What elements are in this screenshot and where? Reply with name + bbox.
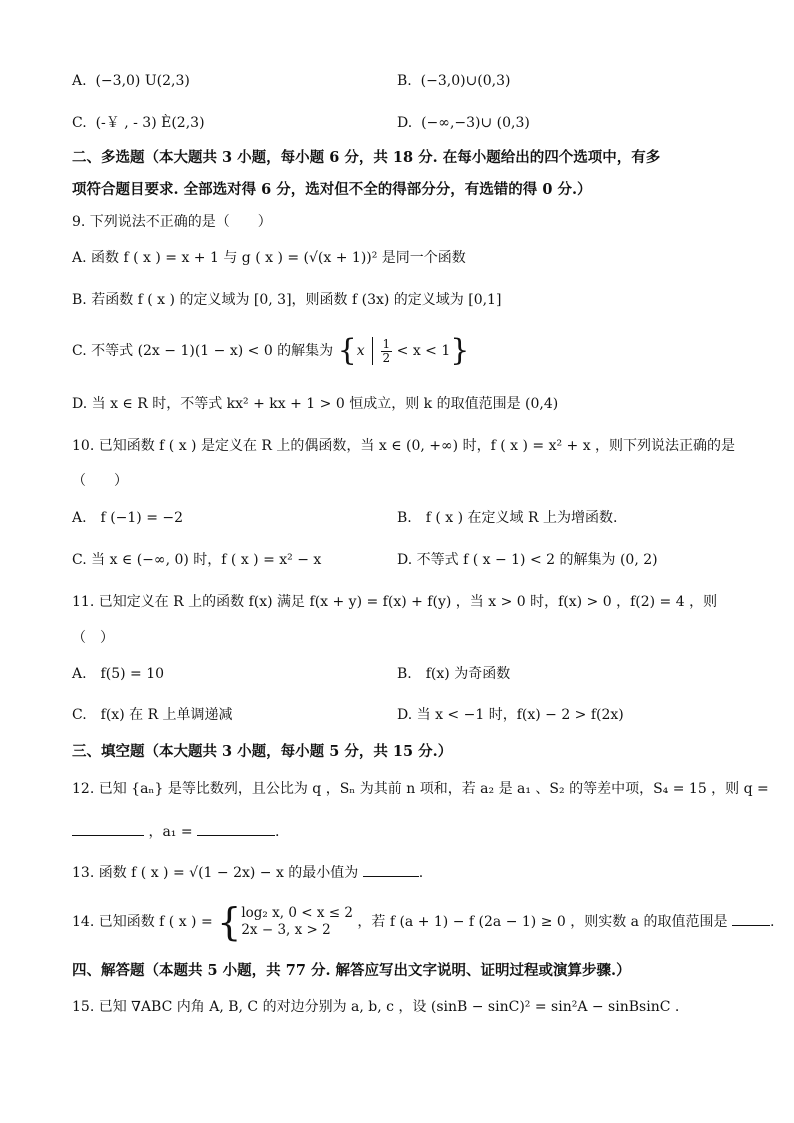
q8-option-c (72, 113, 205, 133)
fraction-numerator: 1 (382, 336, 391, 351)
q12-stem: 12. 已知 {aₙ} 是等比数列，且公比为 q ，Sₙ 为其前 n 项和，若 a₂ 是 a₁ 、S₂ 的等差中项，S₄ = 15 ，则 q = (72, 781, 769, 797)
blank-separator: ，a₁ = (148, 824, 193, 840)
q10-paren: （ ） (72, 473, 128, 489)
piece-1: log₂ x, 0 < x ≤ 2 (241, 905, 353, 921)
q10-stem: 10. 已知函数 f ( x ) 是定义在 R 上的偶函数，当 x ∈ (0, +∞) 时，f ( x ) = x² + x ，则下列说法正确的是 (72, 438, 736, 454)
sentence-end: . (769, 914, 775, 930)
q14-condition: ，若 f (a + 1) − f (2a − 1) ≥ 0 ，则实数 a 的取值范围是 (357, 914, 728, 930)
option-label: C. (72, 115, 87, 131)
sentence-end: . (275, 824, 280, 840)
option-text: (−3,0)∪(0,3) (420, 73, 511, 89)
option-text: (−3,0) U(2,3) (95, 73, 190, 89)
option-label: D. (397, 115, 413, 131)
q15-stem: 15. 已知 ∇ABC 内角 A, B, C 的对边分别为 a, b, c ，设 (sinB − sinC)² = sin²A − sinBsinC . (72, 999, 680, 1015)
section-2-heading-line2: 项符合题目要求. 全部选对得 6 分，选对但不全的得部分分，有选错的得 0 分.） (72, 181, 592, 198)
right-brace: } (450, 333, 470, 368)
option-text: (-￥ , - 3) È(2,3) (95, 115, 205, 131)
q11-option-b: B. f(x) 为奇函数 (397, 666, 511, 682)
q9-option-d: D. 当 x ∈ R 时，不等式 kx² + kx + 1 > 0 恒成立，则 k 的取值范围是 (0,4) (72, 396, 559, 412)
answer-blank-a1[interactable] (197, 821, 275, 836)
answer-blank[interactable] (363, 862, 419, 877)
q10-option-a: A. f (−1) = −2 (72, 510, 184, 526)
q11-stem: 11. 已知定义在 R 上的函数 f(x) 满足 f(x + y) = f(x) + f(y) ，当 x > 0 时，f(x) > 0 ，f(2) = 4 ，则 (72, 594, 718, 610)
section-2-heading-line1: 二、多选题（本大题共 3 小题，每小题 6 分，共 18 分. 在每小题给出的四个选项中，有多 (72, 149, 661, 166)
q8-option-a (72, 71, 190, 91)
q10-option-b: B. f ( x ) 在定义域 R 上为增函数. (397, 510, 618, 526)
q12-answer-line (72, 821, 280, 842)
q11-option-d: D. 当 x < −1 时，f(x) − 2 > f(2x) (397, 707, 624, 723)
q10-option-c: C. 当 x ∈ (−∞, 0) 时，f ( x ) = x² − x (72, 552, 322, 568)
option-text: C. 不等式 (2x − 1)(1 − x) < 0 的解集为 (72, 343, 334, 359)
option-text: (−∞,−3)∪ (0,3) (421, 115, 530, 131)
q9-stem: 9. 下列说法不正确的是（ ） (72, 214, 272, 230)
fraction-denominator: 2 (382, 350, 391, 365)
answer-blank-q[interactable] (72, 821, 144, 836)
section-3-heading: 三、填空题（本大题共 3 小题，每小题 5 分，共 15 分.） (72, 743, 453, 760)
q9-option-a: A. 函数 f ( x ) = x + 1 与 g ( x ) = (√(x + 1))² 是同一个函数 (72, 250, 466, 266)
set-divider (372, 337, 373, 365)
q11-option-c: C. f(x) 在 R 上单调递减 (72, 707, 233, 723)
q9-option-b: B. 若函数 f ( x ) 的定义域为 [0, 3]，则函数 f (3x) 的定义域为 [0,1] (72, 292, 502, 308)
fraction (381, 338, 393, 365)
set-condition: < x < 1 (396, 343, 451, 359)
section-4-heading: 四、解答题（本题共 5 小题，共 77 分. 解答应写出文字说明、证明过程或演算步骤.） (72, 962, 631, 979)
q13-stem: 13. 函数 f ( x ) = √(1 − 2x) − x 的最小值为 (72, 865, 359, 881)
set-variable: x (356, 343, 365, 359)
q13-line (72, 862, 423, 883)
left-brace: { (337, 333, 357, 368)
q14-stem: 14. 已知函数 f ( x ) = (72, 914, 213, 930)
q14-line (72, 902, 774, 942)
q8-option-d (397, 113, 530, 133)
piecewise-brace: { (217, 900, 242, 944)
q10-option-d: D. 不等式 f ( x − 1) < 2 的解集为 (0, 2) (397, 552, 658, 568)
option-label: A. (72, 73, 87, 89)
q11-paren: （ ） (72, 630, 114, 646)
q8-option-b (397, 71, 511, 91)
piecewise-definition (241, 905, 353, 939)
q11-option-a: A. f(5) = 10 (72, 666, 165, 682)
piece-2: 2x − 3, x > 2 (241, 922, 331, 938)
sentence-end: . (418, 865, 424, 881)
option-label: B. (397, 73, 412, 89)
q9-option-c (72, 333, 470, 368)
answer-blank[interactable] (732, 911, 770, 926)
